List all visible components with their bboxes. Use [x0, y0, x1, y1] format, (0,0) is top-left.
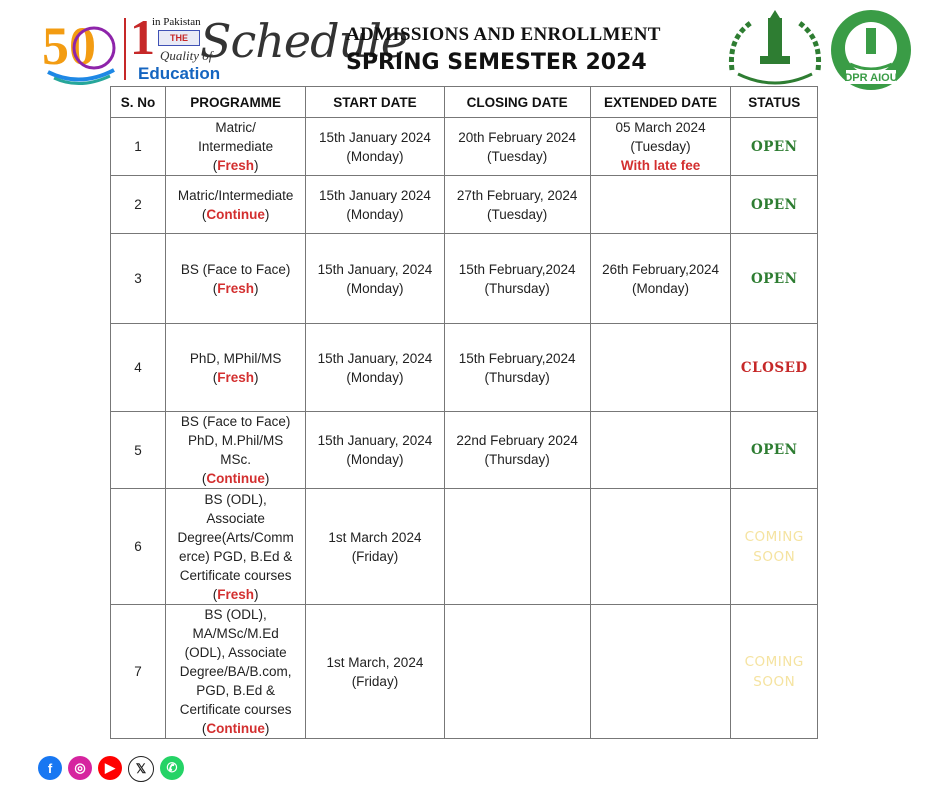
cell-start-date [306, 234, 444, 324]
cell-programme: Matric/ Intermediate (Fresh) [166, 118, 306, 176]
page-title-line2: SPRING SEMESTER 2024 [346, 50, 647, 75]
programme-line: Associate [206, 510, 265, 526]
cell-closing-date [444, 118, 590, 176]
cell-sno: 6 [111, 489, 166, 605]
cell-status [731, 412, 818, 489]
facebook-icon[interactable]: f [38, 756, 62, 780]
cell-start-date [306, 605, 444, 739]
programme-line: Degree(Arts/Comm [177, 529, 294, 545]
start-date-line: 15th January 2024 [319, 187, 431, 203]
programme-line: BS (ODL), [204, 607, 267, 622]
closing-date-line: (Thursday) [484, 369, 550, 385]
rank-education-text: Education [138, 64, 221, 83]
closing-date-line: (Thursday) [484, 452, 550, 467]
cell-closing-date [444, 489, 590, 605]
programme-line: (ODL), Associate [184, 645, 287, 660]
cell-programme: BS (Face to Face) PhD, M.Phil/MS MSc. (Continue) [166, 412, 306, 489]
cell-closing-date [444, 412, 590, 489]
start-date-line: 15th January, 2024 [317, 350, 433, 366]
cell-programme: Matric/Intermediate (Continue) [166, 176, 306, 234]
cell-sno: 5 [111, 412, 166, 489]
cell-extended-date [590, 412, 731, 489]
programme-line: MA/MSc/M.Ed [192, 626, 279, 641]
cell-programme: PhD, MPhil/MS (Fresh) [166, 324, 306, 412]
programme-line: PhD, M.Phil/MS [187, 433, 284, 448]
start-date-line: (Friday) [351, 673, 399, 689]
cell-extended-date [590, 234, 731, 324]
start-date-line: (Monday) [346, 206, 404, 222]
closing-date-line: (Tuesday) [487, 148, 548, 164]
table-row [111, 489, 818, 605]
extended-date-line: (Tuesday) [630, 139, 691, 154]
closing-date-line: 20th February 2024 [458, 129, 577, 145]
whatsapp-icon[interactable]: ✆ [160, 756, 184, 780]
rank-number: 1 [130, 9, 155, 65]
closing-date-line: 15th February,2024 [458, 350, 576, 366]
programme-line: erce) PGD, B.Ed & [178, 548, 293, 564]
closing-date-line: 15th February,2024 [458, 261, 576, 277]
col-header-start-date: START DATE [306, 87, 444, 118]
programme-tag: Fresh [217, 369, 254, 385]
cell-start-date [306, 412, 444, 489]
svg-text:50: 50 [42, 16, 96, 76]
cell-closing-date [444, 234, 590, 324]
status-badge: CLOSED [740, 359, 808, 376]
admissions-schedule-table [110, 86, 818, 739]
programme-tag: Fresh [217, 586, 254, 602]
cell-closing-date [444, 324, 590, 412]
col-header-status: STATUS [731, 87, 818, 118]
schedule-script-title: Schedule [200, 14, 408, 68]
programme-line: PhD, MPhil/MS [189, 350, 282, 366]
start-date-line: 1st March, 2024 [326, 654, 424, 670]
start-date-line: (Monday) [346, 280, 404, 296]
start-date-line: (Monday) [346, 369, 404, 385]
late-fee-note: With late fee [620, 158, 701, 173]
closing-date-line: (Thursday) [484, 280, 550, 296]
page-title-line1: ADMISSIONS AND ENROLLMENT [346, 24, 661, 45]
programme-line: Degree/BA/B.com, [179, 664, 292, 679]
cell-status [731, 234, 818, 324]
start-date-line: (Monday) [346, 452, 404, 467]
table-row [111, 412, 818, 489]
start-date-line: 15th January, 2024 [317, 261, 433, 277]
cell-status [731, 324, 818, 412]
cell-sno: 3 [111, 234, 166, 324]
x-icon[interactable]: 𝕏 [128, 756, 154, 782]
cell-start-date [306, 176, 444, 234]
aiou-emblem-icon [726, 8, 824, 92]
cell-extended-date [590, 176, 731, 234]
col-header-closing-date: CLOSING DATE [444, 87, 590, 118]
extended-date-line: (Monday) [632, 280, 690, 296]
cell-extended-date [590, 489, 731, 605]
extended-date-line: 05 March 2024 [615, 120, 706, 135]
cell-programme: BS (ODL), MA/MSc/M.Ed (ODL), Associate Degree/BA/B.com, PGD, B.Ed & Certificate courses (Continue) [166, 605, 306, 739]
svg-text:DPR AIOU: DPR AIOU [844, 72, 898, 84]
cell-closing-date [444, 605, 590, 739]
status-badge: COMING SOON [744, 653, 804, 690]
status-badge: OPEN [750, 442, 798, 458]
closing-date-line: (Tuesday) [487, 206, 548, 222]
cell-status [731, 176, 818, 234]
programme-line: Matric/Intermediate [177, 187, 294, 203]
the-logo: THE [158, 30, 200, 46]
cell-programme: BS (ODL), Associate Degree(Arts/Comm erce) PGD, B.Ed & Certificate courses (Fresh) [166, 489, 306, 605]
cell-extended-date [590, 324, 731, 412]
programme-tag: Fresh [217, 158, 254, 173]
start-date-line: 15th January 2024 [319, 129, 431, 145]
table-row [111, 605, 818, 739]
cell-status [731, 118, 818, 176]
programme-tag: Fresh [217, 280, 254, 296]
status-badge: OPEN [750, 196, 798, 213]
programme-line: BS (Face to Face) [180, 261, 291, 277]
start-date-line: (Monday) [346, 148, 404, 164]
aiou-50-years-logo [40, 12, 120, 88]
youtube-icon[interactable]: ▶ [98, 756, 122, 780]
cell-extended-date [590, 118, 731, 176]
programme-line: Intermediate [198, 139, 274, 154]
cell-start-date [306, 489, 444, 605]
header-divider [124, 18, 126, 80]
rank-top-text: in Pakistan [152, 16, 201, 28]
closing-date-line: 27th February, 2024 [456, 187, 578, 203]
cell-sno: 1 [111, 118, 166, 176]
cell-extended-date [590, 605, 731, 739]
table-row [111, 176, 818, 234]
programme-line: BS (ODL), [204, 491, 267, 507]
status-badge: COMING SOON [744, 528, 804, 565]
start-date-line: (Friday) [351, 548, 399, 564]
header [0, 0, 940, 92]
programme-line: PGD, B.Ed & [196, 683, 275, 698]
cell-status [731, 605, 818, 739]
programme-line: BS (Face to Face) [180, 414, 291, 429]
programme-line: Certificate courses [179, 702, 292, 717]
cell-sno: 7 [111, 605, 166, 739]
extended-date-line: 26th February,2024 [602, 261, 719, 277]
programme-tag: Continue [206, 206, 265, 222]
status-badge: OPEN [750, 270, 798, 287]
programme-tag: Continue [206, 471, 265, 486]
programme-line: Matric/ [215, 120, 256, 135]
social-links [38, 756, 184, 782]
start-date-line: 1st March 2024 [328, 529, 422, 545]
col-header-sno: S. No [111, 87, 166, 118]
cell-closing-date [444, 176, 590, 234]
table-header-row [111, 87, 818, 118]
start-date-line: 15th January, 2024 [317, 433, 433, 448]
rank-quality-text: Quality of [160, 48, 213, 63]
programme-line: MSc. [220, 452, 251, 467]
col-header-programme: PROGRAMME [166, 87, 306, 118]
programme-line: Certificate courses [179, 567, 292, 583]
table-row [111, 324, 818, 412]
cell-programme: BS (Face to Face) (Fresh) [166, 234, 306, 324]
closing-date-line: 22nd February 2024 [456, 433, 578, 448]
instagram-icon[interactable]: ◎ [68, 756, 92, 780]
table-row [111, 118, 818, 176]
cell-start-date [306, 324, 444, 412]
the-ranking-badge [130, 9, 221, 86]
cell-start-date [306, 118, 444, 176]
cell-sno: 2 [111, 176, 166, 234]
table-row [111, 234, 818, 324]
cell-sno: 4 [111, 324, 166, 412]
col-header-extended-date: EXTENDED DATE [590, 87, 731, 118]
dpr-aiou-logo [828, 8, 914, 92]
programme-tag: Continue [206, 721, 265, 736]
status-badge: OPEN [750, 138, 798, 155]
cell-status [731, 489, 818, 605]
